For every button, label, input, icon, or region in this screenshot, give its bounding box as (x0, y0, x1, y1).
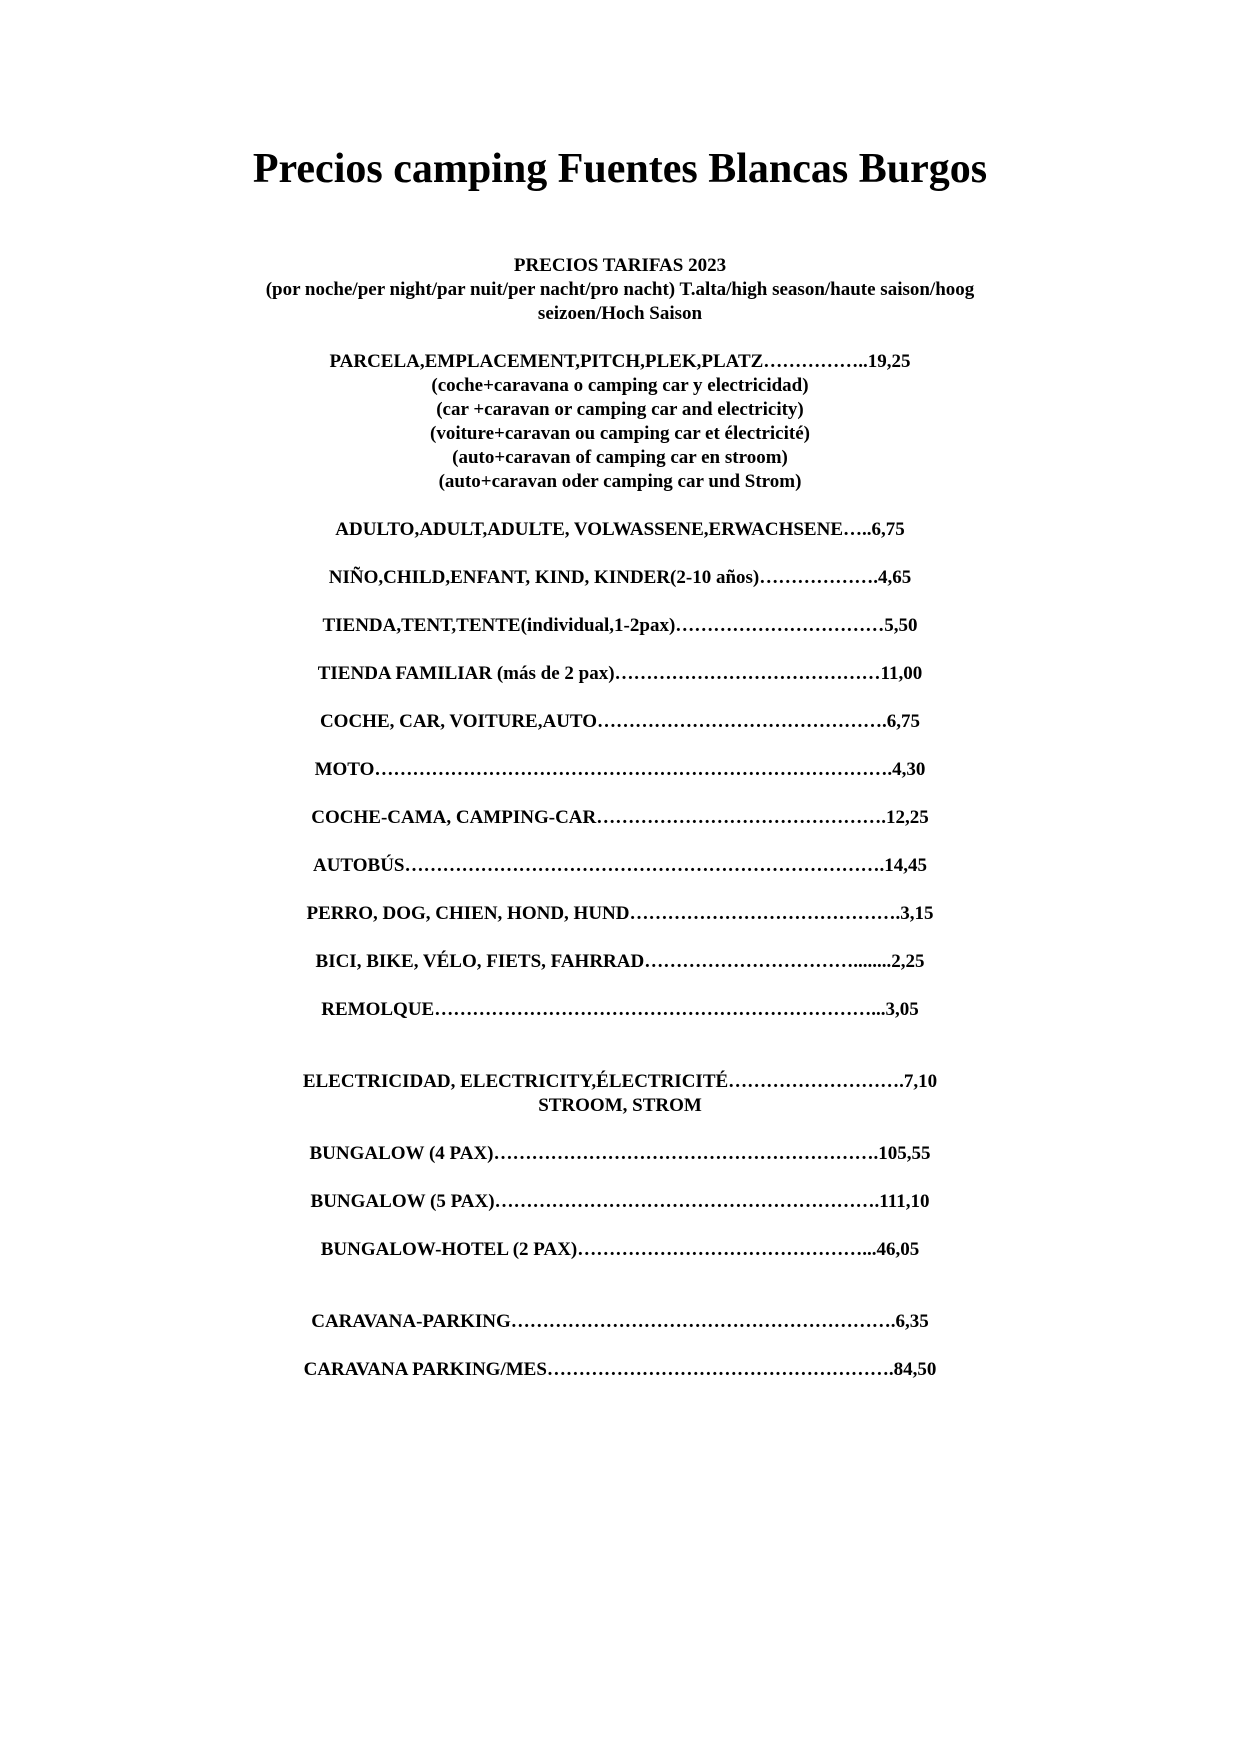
price-row-bike: BICI, BIKE, VÉLO, FIETS, FAHRRAD……………………………........2,25 (315, 951, 925, 972)
page-title: Precios camping Fuentes Blancas Burgos (252, 146, 988, 192)
price-row-adult: ADULTO,ADULT,ADULTE, VOLWASSENE,ERWACHSENE…..6,75 (335, 519, 905, 540)
price-row-camping-car: COCHE-CAMA, CAMPING-CAR……………………………………….12,25 (311, 807, 929, 828)
parcela-note-nl: (auto+caravan of camping car en stroom) (452, 447, 788, 468)
price-row-moto: MOTO……………………………………………………………………….4,30 (314, 759, 926, 780)
price-row-caravan-parking: CARAVANA-PARKING…………………………………………………….6,35 (311, 1311, 929, 1332)
price-row-family-tent: TIENDA FAMILIAR (más de 2 pax)……………………………………11,00 (317, 663, 923, 684)
price-row-caravan-parking-month: CARAVANA PARKING/MES……………………………………………….84,50 (303, 1359, 937, 1380)
electricity-translation: STROOM, STROM (538, 1095, 702, 1116)
price-row-bungalow-hotel: BUNGALOW-HOTEL (2 PAX)………………………………………...46,05 (320, 1239, 920, 1260)
subtitle: PRECIOS TARIFAS 2023 (513, 255, 727, 276)
price-row-bus: AUTOBÚS………………………………………………………………….14,45 (312, 855, 927, 876)
parcela-note-en: (car +caravan or camping car and electricity) (436, 399, 804, 420)
parcela-note-fr: (voiture+caravan ou camping car et électricité) (430, 423, 810, 444)
price-row-trailer: REMOLQUE……………………………………………………………...3,05 (321, 999, 919, 1020)
price-row-bungalow-4: BUNGALOW (4 PAX)…………………………………………………….105,55 (309, 1143, 931, 1164)
season-line-2: seizoen/Hoch Saison (537, 303, 703, 324)
price-row-parcela: PARCELA,EMPLACEMENT,PITCH,PLEK,PLATZ……………..19,25 (329, 351, 911, 372)
price-row-tent: TIENDA,TENT,TENTE(individual,1-2pax)……………………………5,50 (322, 615, 918, 636)
season-line-1: (por noche/per night/par nuit/per nacht/pro nacht) T.alta/high season/haute saison/hoog (265, 279, 975, 300)
price-row-bungalow-5: BUNGALOW (5 PAX)…………………………………………………….111,10 (310, 1191, 930, 1212)
price-row-dog: PERRO, DOG, CHIEN, HOND, HUND…………………………………….3,15 (306, 903, 934, 924)
price-row-car: COCHE, CAR, VOITURE,AUTO……………………………………….6,75 (319, 711, 921, 732)
price-row-electricity: ELECTRICIDAD, ELECTRICITY,ÉLECTRICITÉ……………………….7,10 (302, 1071, 938, 1092)
parcela-note-de: (auto+caravan oder camping car und Strom) (438, 471, 802, 492)
price-row-child: NIÑO,CHILD,ENFANT, KIND, KINDER(2-10 años)……………….4,65 (328, 567, 912, 588)
parcela-note-es: (coche+caravana o camping car y electricidad) (431, 375, 809, 396)
